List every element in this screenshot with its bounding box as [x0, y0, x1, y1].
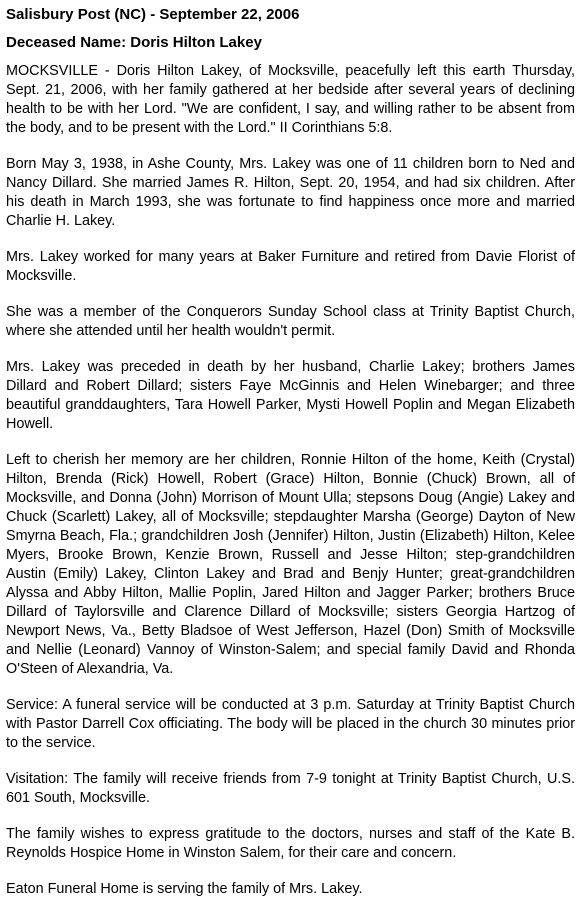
source-heading: Salisbury Post (NC) - September 22, 2006	[6, 6, 300, 23]
paragraph-survivors: Left to cherish her memory are her children, Ronnie Hilton of the home, Keith (Crystal) Hilton, Brenda (Rick) Howell, Robert (Grace) Hilton, Bonnie (Chuck) Brown, all of Mocksville, and Donna (John) Morrison of Mount Ulla; stepsons Doug (Angie) Lakey and Chuck (Scarlett) Lakey, all of Mocksville; stepdaughter Marsha (George) Dayton of New Smyrna Beach, Fla.; grandchildren Josh (Jennifer) Hilton, Justin (Elizabeth) Hilton, Kelee Myers, Brooke Brown, Kenzie Brown, Russell and Jesse Hilton; step-grandchildren Austin (Emily) Lakey, Clinton Lakey and Brad and Benjy Hunter; great-grandchildren Alyssa and Abby Hilton, Mallie Poplin, Jared Hilton and Jagger Parker; brothers Bruce Dillard of Taylorsville and Clarence Dillard of Mocksville; sisters Georgia Hartzog of Newport News, Va., Betty Bladsoe of West Jefferson, Hazel (Don) Smith of Mocksville and Nellie (Leonard) Vannoy of Winston-Salem; and special family David and Rhonda O'Steen of Alexandria, Va.	[6, 452, 575, 677]
paragraph-church: She was a member of the Conquerors Sunday School class at Trinity Baptist Church, where she attended until her health wouldn't permit.	[6, 304, 575, 339]
paragraph-gratitude: The family wishes to express gratitude to the doctors, nurses and staff of the Kate B. Reynolds Hospice Home in Winston Salem, for their care and concern.	[6, 826, 575, 861]
paragraph-biography: Born May 3, 1938, in Ashe County, Mrs. Lakey was one of 11 children born to Ned and Nancy Dillard. She married James R. Hilton, Sept. 20, 1954, and had six children. After his death in March 1993, she was fortunate to find happiness once more and married Charlie H. Lakey.	[6, 156, 575, 229]
paragraph-visitation: Visitation: The family will receive friends from 7-9 tonight at Trinity Baptist Church, U.S. 601 South, Mocksville.	[6, 771, 575, 806]
deceased-name-heading: Deceased Name: Doris Hilton Lakey	[6, 34, 262, 51]
paragraph-work: Mrs. Lakey worked for many years at Baker Furniture and retired from Davie Florist of Mocksville.	[6, 249, 575, 284]
paragraph-preceded: Mrs. Lakey was preceded in death by her husband, Charlie Lakey; brothers James Dillard and Robert Dillard; sisters Faye McGinnis and Helen Winebarger; and three beautiful granddaughters, Tara Howell Parker, Mysti Howell Poplin and Megan Elizabeth Howell.	[6, 359, 575, 432]
paragraph-funeral-home: Eaton Funeral Home is serving the family of Mrs. Lakey.	[6, 881, 363, 897]
paragraph-opening: MOCKSVILLE - Doris Hilton Lakey, of Mocksville, peacefully left this earth Thursday, Sept. 21, 2006, with her family gathered at her bedside after several years of declining health to be with her Lord. "We are confident, I say, and willing rather to be absent from the body, and to be present with the Lord." II Corinthians 5:8.	[6, 63, 575, 136]
paragraph-service: Service: A funeral service will be conducted at 3 p.m. Saturday at Trinity Baptist Church with Pastor Darrell Cox officiating. The body will be placed in the church 30 minutes prior to the service.	[6, 697, 575, 751]
